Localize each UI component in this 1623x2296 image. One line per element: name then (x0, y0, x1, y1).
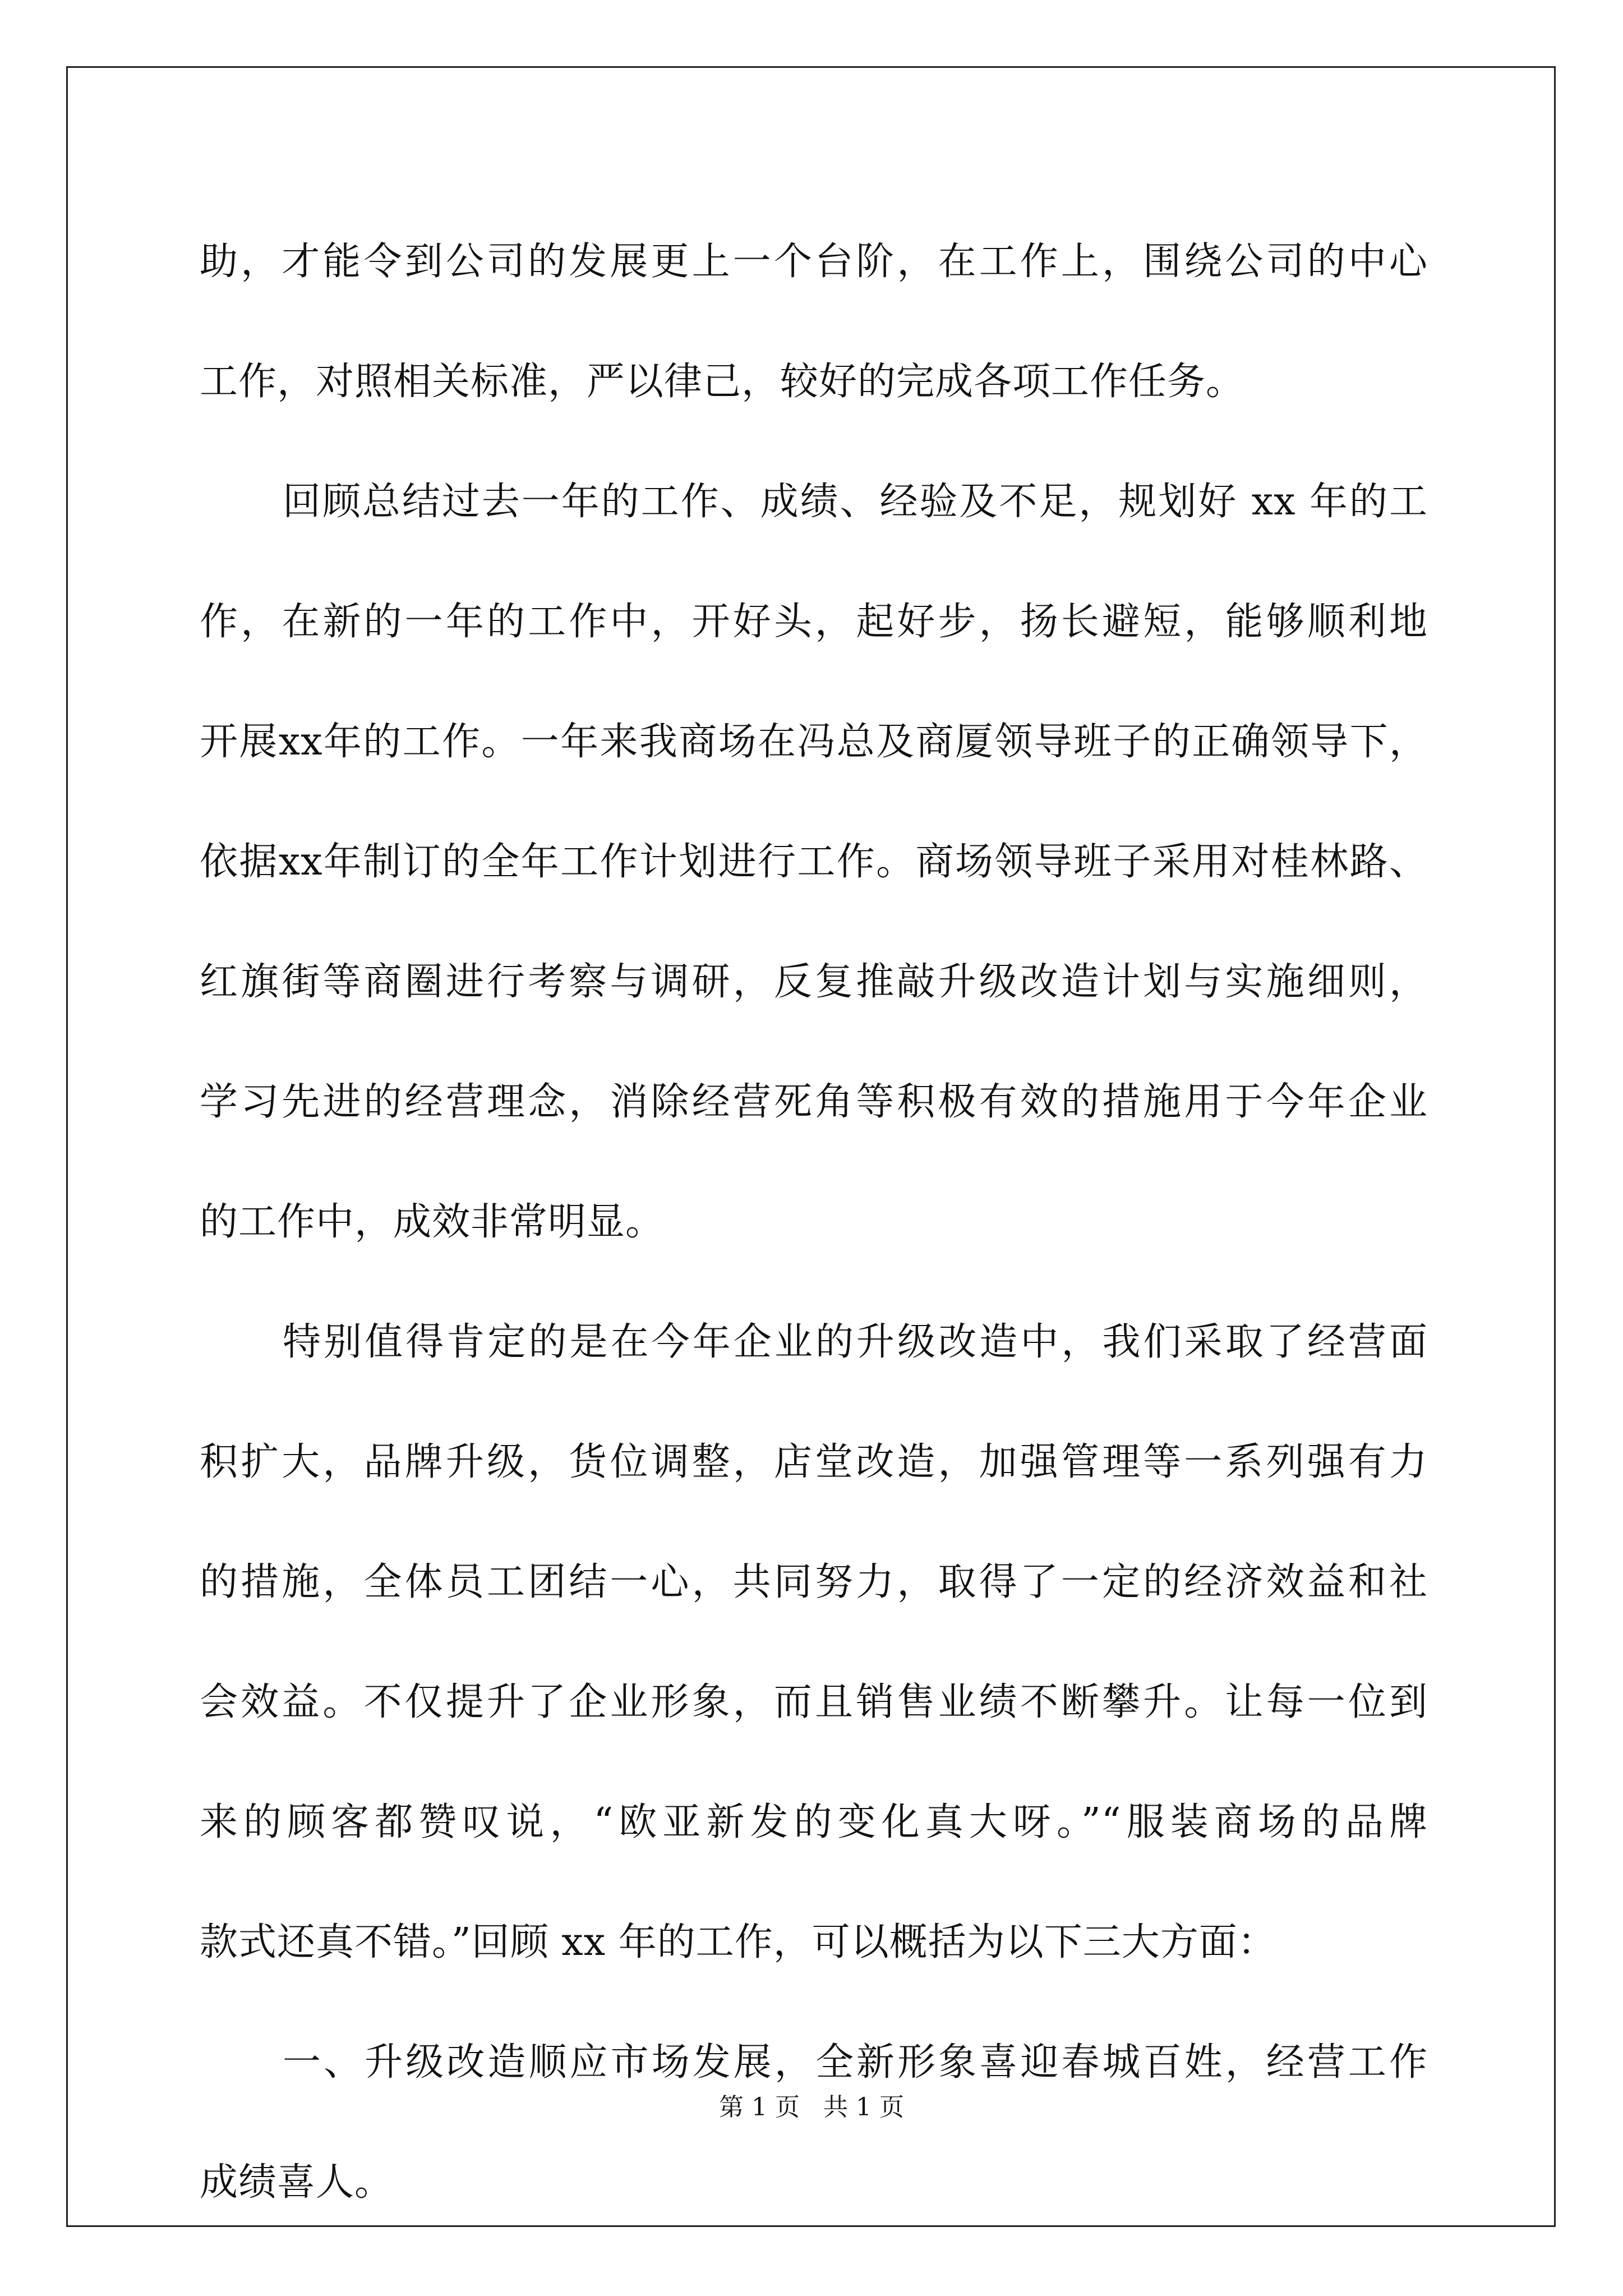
document-body (200, 202, 1428, 2243)
text-line: 的工作中，成效非常明显。 (200, 1200, 665, 1244)
text-line: 助，才能令到公司的发展更上一个台阶，在工作上，围绕公司的中心 (200, 240, 1428, 284)
text-line: 来的顾客都赞叹说，“欧亚新发的变化真大呀。”“服装商场的品牌 (200, 1800, 1428, 1844)
text-line: 依据xx年制订的全年工作计划进行工作。商场领导班子采用对桂林路、 (200, 840, 1428, 884)
text-line: 回顾总结过去一年的工作、成绩、经验及不足，规划好 xx 年的工 (283, 480, 1428, 524)
text-line: 红旗街等商圈进行考察与调研，反复推敲升级改造计划与实施细则， (200, 960, 1428, 1004)
text-line: 积扩大，品牌升级，货位调整，店堂改造，加强管理等一系列强有力 (200, 1440, 1428, 1484)
text-line: 学习先进的经营理念，消除经营死角等积极有效的措施用于今年企业 (200, 1080, 1428, 1124)
text-line: 工作，对照相关标准，严以律己，较好的完成各项工作任务。 (200, 360, 1245, 404)
text-line: 特别值得肯定的是在今年企业的升级改造中，我们采取了经营面 (283, 1320, 1428, 1364)
text-line: 作，在新的一年的工作中，开好头，起好步，扬长避短，能够顺利地 (200, 600, 1428, 644)
page-number-footer: 第 1 页 共 1 页 (719, 2093, 904, 2122)
text-line: 会效益。不仅提升了企业形象，而且销售业绩不断攀升。让每一位到 (200, 1680, 1428, 1724)
text-line: 一、升级改造顺应市场发展，全新形象喜迎春城百姓，经营工作 (283, 2040, 1428, 2085)
text-line: 成绩喜人。 (200, 2160, 394, 2205)
text-line: 款式还真不错。”回顾 xx 年的工作，可以概括为以下三大方面： (200, 1920, 1276, 1964)
text-line: 开展xx年的工作。一年来我商场在冯总及商厦领导班子的正确领导下， (200, 720, 1428, 764)
text-line: 的措施，全体员工团结一心，共同努力，取得了一定的经济效益和社 (200, 1560, 1428, 1604)
